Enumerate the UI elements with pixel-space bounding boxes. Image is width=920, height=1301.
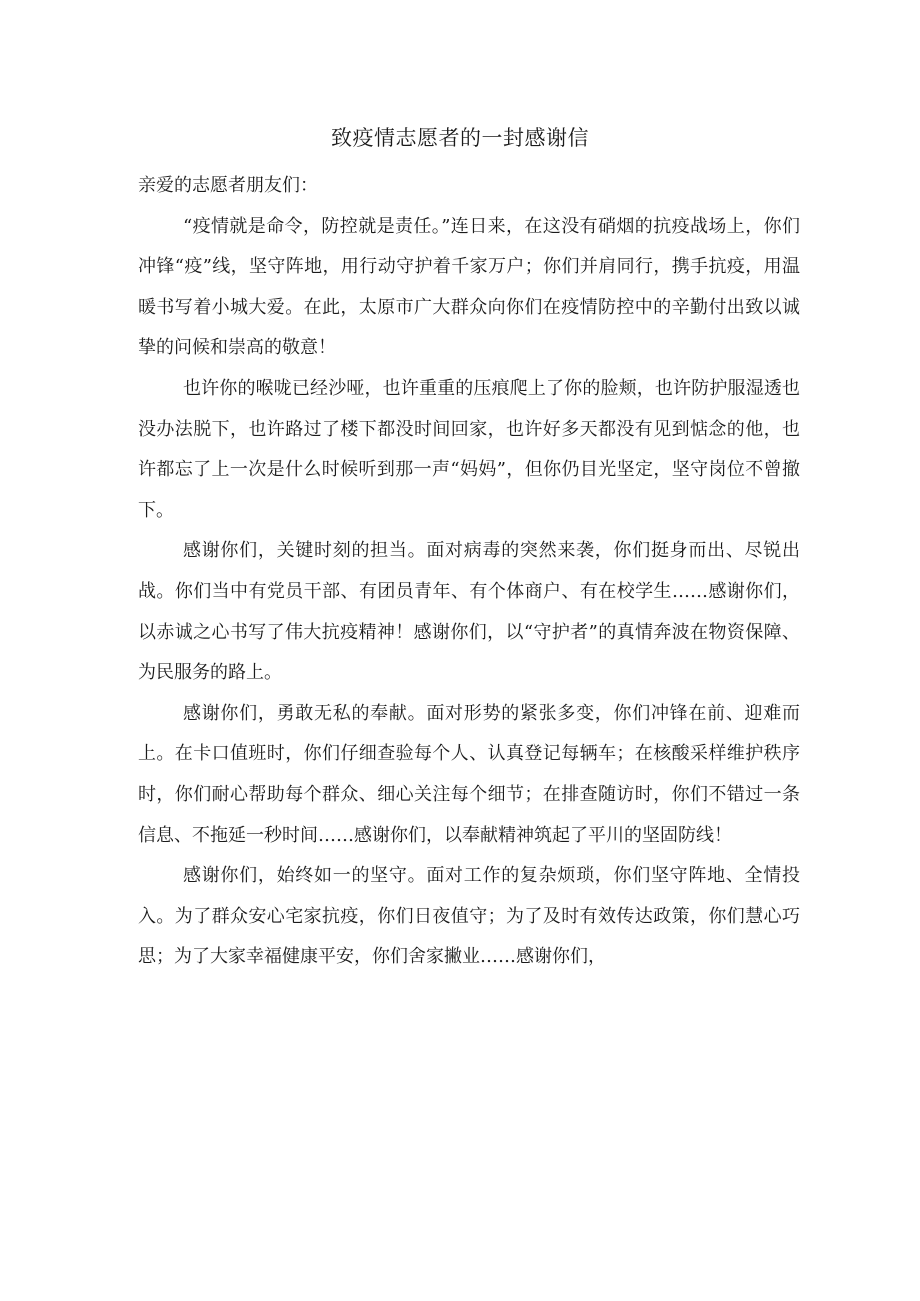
- letter-title: 致疫情志愿者的一封感谢信: [331, 126, 589, 150]
- paragraph-5: 感谢你们，始终如一的坚守。面对工作的复杂烦琐，你们坚守阵地、全情投入。为了群众安心宅家抗疫，你们日夜值守；为了及时有效传达政策，你们慧心巧思；为了大家幸福健康平安，你们舍家撇业……感谢你们，: [138, 865, 800, 968]
- paragraph-2: 也许你的喉咙已经沙哑，也许重重的压痕爬上了你的脸颊，也许防护服湿透也没办法脱下，也许路过了楼下都没时间回家，也许好多天都没有见到惦念的他，也许都忘了上一次是什么时候听到那一声“妈妈”，但你仍目光坚定，坚守岗位不曾撤下。: [138, 377, 800, 521]
- paragraph-4: 感谢你们，勇敢无私的奉献。面对形势的紧张多变，你们冲锋在前、迎难而上。在卡口值班时，你们仔细查验每个人、认真登记每辆车；在核酸采样维护秩序时，你们耐心帮助每个群众、细心关注每个细节；在排查随访时，你们不错过一条信息、不拖延一秒时间……感谢你们，以奉献精神筑起了平川的坚固防线！: [138, 702, 800, 846]
- letter-body: [138, 166, 800, 978]
- paragraph-3: 感谢你们，关键时刻的担当。面对病毒的突然来袭，你们挺身而出、尽锐出战。你们当中有党员干部、有团员青年、有个体商户、有在校学生……感谢你们，以赤诚之心书写了伟大抗疫精神！感谢你们，以“守护者”的真情奔波在物资保障、为民服务的路上。: [138, 540, 800, 684]
- salutation: 亲爱的志愿者朋友们：: [138, 175, 318, 196]
- paragraph-1: “疫情就是命令，防控就是责任。”连日来，在这没有硝烟的抗疫战场上，你们冲锋“疫”线，坚守阵地，用行动守护着千家万户；你们并肩同行，携手抗疫，用温暖书写着小城大爱。在此，太原市广大群众向你们在疫情防控中的辛勤付出致以诚挚的问候和崇高的敬意！: [138, 215, 800, 359]
